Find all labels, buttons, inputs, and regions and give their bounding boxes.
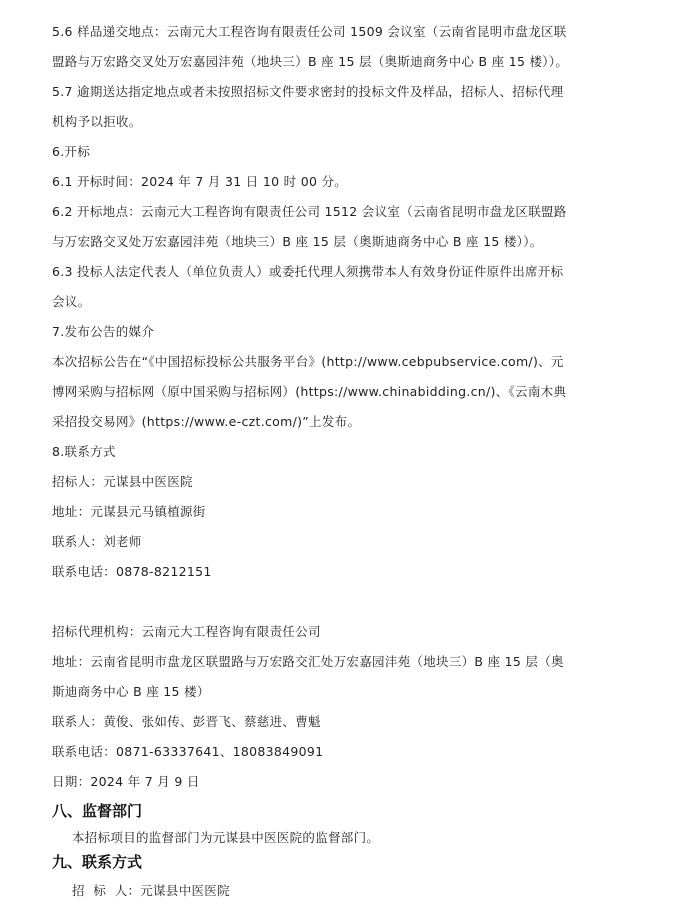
agency-line: 招标代理机构：云南元大工程咨询有限责任公司	[52, 624, 321, 639]
section-nine-title: 九、联系方式	[52, 853, 143, 871]
section-nine-text: 招 标 人：元谋县中医医院	[72, 883, 230, 898]
bidder-line: 招标人：元谋县中医医院	[52, 474, 193, 489]
text-line: 5.6 样品递交地点：云南元大工程咨询有限责任公司 1509 会议室（云南省昆明市盘龙区联	[52, 24, 567, 39]
bidder-contact-line: 联系人：刘老师	[52, 534, 142, 549]
section-heading-7: 7.发布公告的媒介	[52, 324, 155, 339]
text-line: 6.3 投标人法定代表人（单位负责人）或委托代理人须携带本人有效身份证件原件出席开标	[52, 264, 564, 279]
bidder-address-line: 地址：元谋县元马镇植源街	[52, 504, 206, 519]
text-line: 6.2 开标地点：云南元大工程咨询有限责任公司 1512 会议室（云南省昆明市盘龙区联盟路	[52, 204, 567, 219]
text-line: 盟路与万宏路交叉处万宏嘉园沣苑（地块三）B 座 15 层（奥斯迪商务中心 B 座 15 楼））。	[52, 54, 569, 69]
text-line: 与万宏路交叉处万宏嘉园沣苑（地块三）B 座 15 层（奥斯迪商务中心 B 座 15 楼））。	[52, 234, 543, 249]
text-line: 5.7 逾期送达指定地点或者未按照招标文件要求密封的投标文件及样品，招标人、招标代理	[52, 84, 564, 99]
bidder-phone-line: 联系电话：0878-8212151	[52, 564, 212, 579]
date-line: 日期：2024 年 7 月 9 日	[52, 774, 200, 789]
section-heading-6: 6.开标	[52, 144, 91, 159]
text-line: 会议。	[52, 294, 91, 309]
agency-address-line: 地址：云南省昆明市盘龙区联盟路与万宏路交汇处万宏嘉园沣苑（地块三）B 座 15 层（奥	[52, 654, 564, 669]
section-heading-8: 8.联系方式	[52, 444, 116, 459]
section-eight-text: 本招标项目的监督部门为元谋县中医医院的监督部门。	[72, 830, 380, 845]
agency-contact-line: 联系人：黄俊、张如传、彭晋飞、蔡慈进、曹魁	[52, 714, 321, 729]
text-line: 采招投交易网》(https://www.e-czt.com/)”上发布。	[52, 414, 361, 429]
section-eight-title: 八、监督部门	[52, 802, 143, 820]
text-line: 博网采购与招标网（原中国采购与招标网）(https://www.chinabidding.cn/)、《云南木典	[52, 384, 567, 399]
text-line: 机构予以拒收。	[52, 114, 142, 129]
agency-address-line: 斯迪商务中心 B 座 15 楼）	[52, 684, 210, 699]
text-line: 6.1 开标时间：2024 年 7 月 31 日 10 时 00 分。	[52, 174, 348, 189]
text-line: 本次招标公告在“《中国招标投标公共服务平台》(http://www.cebpubservice.com/)、元	[52, 354, 564, 369]
agency-phone-line: 联系电话：0871-63337641、18083849091	[52, 744, 324, 759]
